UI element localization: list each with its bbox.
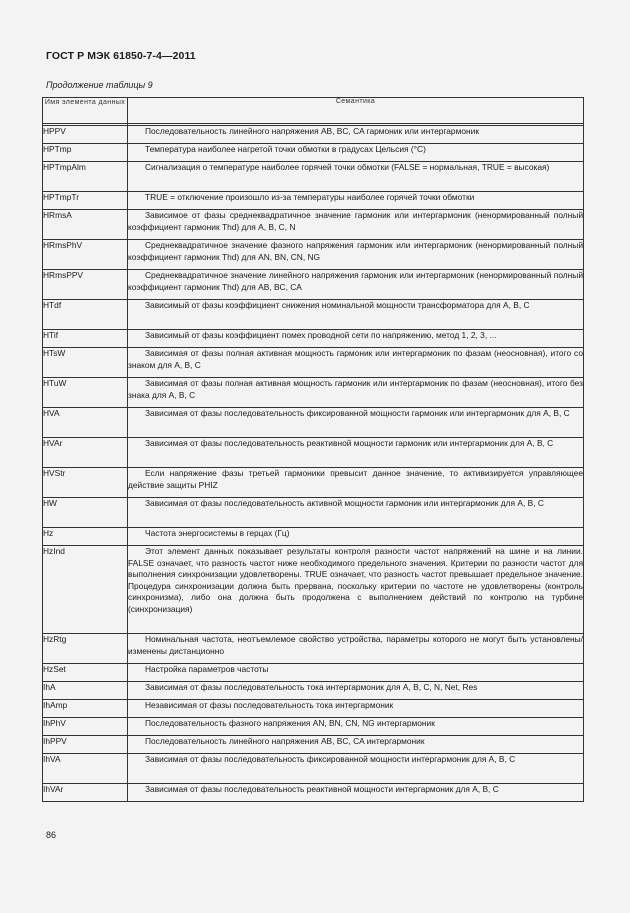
data-element-semantics: Зависимое от фазы среднеквадратичное значение гармоник или интергармоник (ненормированный полный коэффициент гармоник Thd) для A, B, C, N <box>128 210 584 240</box>
table-row <box>43 498 584 528</box>
data-element-semantics: Температура наиболее нагретой точки обмотки в градусах Цельсия (°C) <box>128 144 584 162</box>
data-element-semantics: Сигнализация о температуре наиболее горячей точки обмотки (FALSE = нормальная, TRUE = высокая) <box>128 162 584 192</box>
table-row <box>43 718 584 736</box>
table-row <box>43 468 584 498</box>
table-row <box>43 546 584 634</box>
table-row <box>43 754 584 784</box>
table-row <box>43 144 584 162</box>
table-row <box>43 438 584 468</box>
data-element-semantics: Среднеквадратичное значение фазного напряжения гармоник или интергармоник (ненормированный полный коэффициент гармоник Thd) для AN, BN, CN, NG <box>128 240 584 270</box>
table-row <box>43 528 584 546</box>
data-element-semantics: Зависимый от фазы коэффициент помех проводной сети по напряжению, метод 1, 2, 3, ... <box>128 330 584 348</box>
table-row <box>43 700 584 718</box>
table-row <box>43 378 584 408</box>
data-element-semantics: Номинальная частота, неотъемлемое свойство устройства, параметры которого не могут быть установлены/изменены дистанционно <box>128 634 584 664</box>
table-row <box>43 300 584 330</box>
data-element-semantics: Последовательность фазного напряжения AN, BN, CN, NG интергармоник <box>128 718 584 736</box>
table-row <box>43 126 584 144</box>
column-header-name: Имя элемента данных <box>43 98 128 124</box>
data-element-name: HVStr <box>43 468 128 498</box>
table-row <box>43 240 584 270</box>
data-element-semantics: Среднеквадратичное значение линейного напряжения гармоник или интергармоник (ненормированный полный коэффициент гармоник Thd) для AB, BC, CA <box>128 270 584 300</box>
table-row <box>43 348 584 378</box>
data-element-name: IhPhV <box>43 718 128 736</box>
data-element-name: HzSet <box>43 664 128 682</box>
table-header-row <box>43 98 584 124</box>
table-row <box>43 270 584 300</box>
data-element-semantics: Зависимая от фазы последовательность фиксированной мощности гармоник или интергармоник для A, B, C <box>128 408 584 438</box>
data-element-semantics: Зависимая от фазы полная активная мощность гармоник или интергармоник по фазам (неосновная), итого со знаком для A, B, C <box>128 348 584 378</box>
data-element-semantics: Зависимая от фазы последовательность реактивной мощности гармоник или интергармоник для A, B, C <box>128 438 584 468</box>
data-element-semantics: Зависимая от фазы последовательность фиксированной мощности интергармоник для A, B, C <box>128 754 584 784</box>
data-element-semantics: Если напряжение фазы третьей гармоники превысит данное значение, то активизируется управляющее действие защиты PHIZ <box>128 468 584 498</box>
table-caption: Продолжение таблицы 9 <box>46 80 153 90</box>
data-element-name: HVAr <box>43 438 128 468</box>
data-element-semantics: Последовательность линейного напряжения AB, BC, CA гармоник или интергармоник <box>128 126 584 144</box>
data-element-semantics: Настройка параметров частоты <box>128 664 584 682</box>
data-element-name: HW <box>43 498 128 528</box>
table-row <box>43 682 584 700</box>
data-element-name: IhPPV <box>43 736 128 754</box>
data-element-semantics: Зависимая от фазы последовательность активной мощности гармоник или интергармоник для A, B, C <box>128 498 584 528</box>
data-element-name: HPPV <box>43 126 128 144</box>
data-element-semantics: Этот элемент данных показывает результаты контроля разности частот напряжений на шине и на линии. FALSE означает, что разность частот ниже необходимого предельного значения. Критерии по разности частот для выполнения синхронизации удовлетворены. TRUE означает, что разность частот превышает предельное значение. Процедура синхронизации должна быть прервана, поскольку критерии по частоте не удовлетворены (контроль синхронизма), либо она должна быть продолжена с выполнением действий по контролю на турбине (синхронизация) <box>128 546 584 634</box>
data-element-name: IhA <box>43 682 128 700</box>
table-row <box>43 192 584 210</box>
data-element-semantics: Зависимая от фазы последовательность тока интергармоник для A, B, C, N, Net, Res <box>128 682 584 700</box>
table-row <box>43 162 584 192</box>
data-element-semantics: Зависимая от фазы полная активная мощность гармоник или интергармоник по фазам (неосновная), итого без знака для A, B, C <box>128 378 584 408</box>
data-element-semantics: Последовательность линейного напряжения AB, BC, CA интергармоник <box>128 736 584 754</box>
data-element-name: HPTmpAlm <box>43 162 128 192</box>
data-element-name: IhVAr <box>43 784 128 802</box>
data-element-semantics: Частота энергосистемы в герцах (Гц) <box>128 528 584 546</box>
data-element-name: HPTmpTr <box>43 192 128 210</box>
data-element-name: HzInd <box>43 546 128 634</box>
data-element-name: HRmsA <box>43 210 128 240</box>
table-row <box>43 664 584 682</box>
table-row <box>43 736 584 754</box>
table-row <box>43 408 584 438</box>
column-header-semantics: Семантика <box>128 98 584 124</box>
data-element-name: IhAmp <box>43 700 128 718</box>
table-row <box>43 330 584 348</box>
data-element-name: HTdf <box>43 300 128 330</box>
data-element-name: HVA <box>43 408 128 438</box>
page-number: 86 <box>46 830 57 840</box>
data-element-name: Hz <box>43 528 128 546</box>
data-element-semantics: Независимая от фазы последовательность тока интергармоник <box>128 700 584 718</box>
data-element-name: HzRtg <box>43 634 128 664</box>
data-elements-table <box>42 97 584 802</box>
table-row <box>43 210 584 240</box>
data-element-semantics: Зависимая от фазы последовательность реактивной мощности интергармоник для A, B, C <box>128 784 584 802</box>
data-element-name: HRmsPPV <box>43 270 128 300</box>
table-row <box>43 784 584 802</box>
data-element-name: IhVA <box>43 754 128 784</box>
document-header: ГОСТ Р МЭК 61850-7-4—2011 <box>46 50 196 62</box>
data-element-name: HTuW <box>43 378 128 408</box>
data-element-name: HRmsPhV <box>43 240 128 270</box>
data-element-name: HTif <box>43 330 128 348</box>
data-element-name: HPTmp <box>43 144 128 162</box>
data-element-semantics: TRUE = отключение произошло из-за температуры наиболее горячей точки обмотки <box>128 192 584 210</box>
data-element-name: HTsW <box>43 348 128 378</box>
data-element-semantics: Зависимый от фазы коэффициент снижения номинальной мощности трансформатора для A, B, C <box>128 300 584 330</box>
table-row <box>43 634 584 664</box>
